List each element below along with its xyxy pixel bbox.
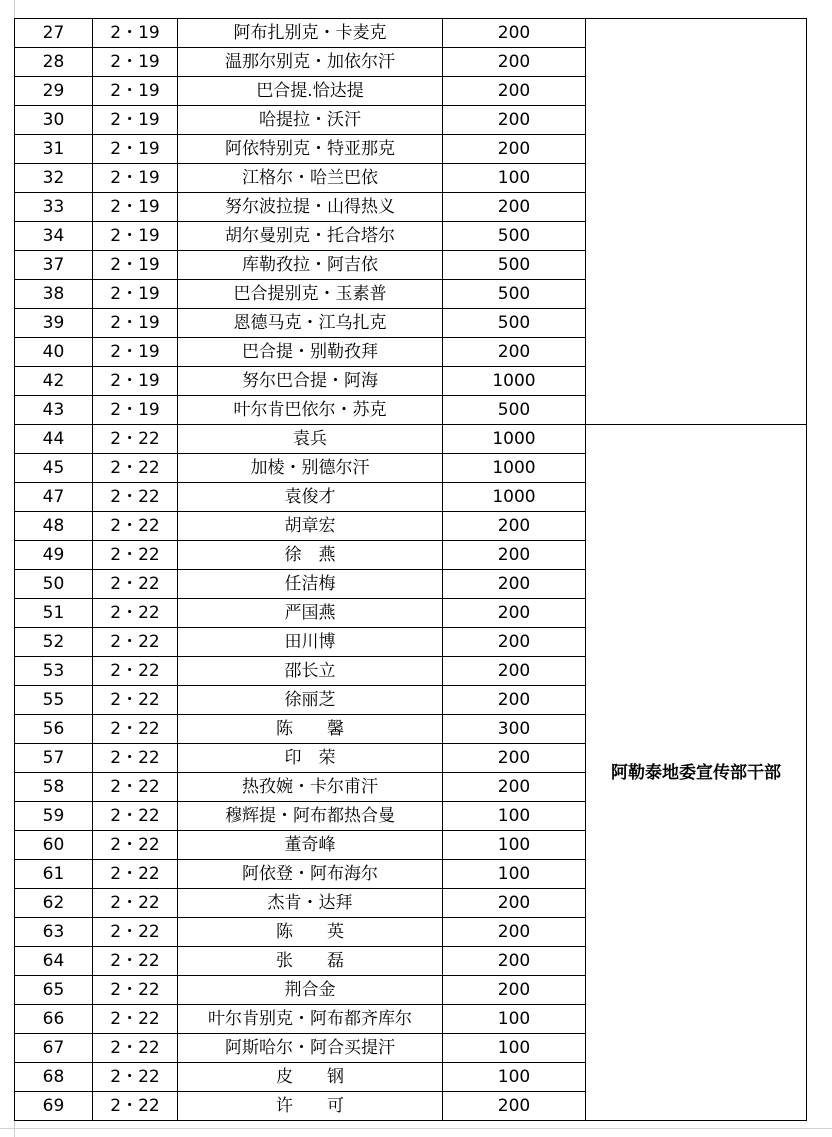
donation-amount: 100 xyxy=(443,1034,586,1063)
organization-cell xyxy=(586,19,807,425)
donor-name: 杰肯・达拜 xyxy=(178,889,443,918)
row-number: 68 xyxy=(15,1063,93,1092)
donation-amount: 200 xyxy=(443,628,586,657)
row-number: 42 xyxy=(15,367,93,396)
row-date: 2・19 xyxy=(93,222,178,251)
donor-name: 邵长立 xyxy=(178,657,443,686)
donation-amount: 200 xyxy=(443,889,586,918)
donation-amount: 200 xyxy=(443,599,586,628)
row-number: 55 xyxy=(15,686,93,715)
row-number: 38 xyxy=(15,280,93,309)
row-date: 2・19 xyxy=(93,48,178,77)
donation-amount: 1000 xyxy=(443,454,586,483)
donor-name: 巴合提.恰达提 xyxy=(178,77,443,106)
row-number: 65 xyxy=(15,976,93,1005)
donor-name: 徐丽芝 xyxy=(178,686,443,715)
row-date: 2・19 xyxy=(93,338,178,367)
row-date: 2・22 xyxy=(93,541,178,570)
donor-name: 阿布扎别克・卡麦克 xyxy=(178,19,443,48)
donor-name: 温那尔别克・加依尔汗 xyxy=(178,48,443,77)
donation-amount: 200 xyxy=(443,1092,586,1121)
table-row xyxy=(15,425,807,454)
donation-amount: 200 xyxy=(443,541,586,570)
donor-name: 穆辉提・阿布都热合曼 xyxy=(178,802,443,831)
row-date: 2・22 xyxy=(93,715,178,744)
donation-amount: 200 xyxy=(443,918,586,947)
row-number: 52 xyxy=(15,628,93,657)
row-date: 2・19 xyxy=(93,77,178,106)
donor-name: 袁兵 xyxy=(178,425,443,454)
row-date: 2・22 xyxy=(93,947,178,976)
row-number: 59 xyxy=(15,802,93,831)
row-number: 69 xyxy=(15,1092,93,1121)
row-date: 2・19 xyxy=(93,106,178,135)
donation-table-body xyxy=(15,19,807,1121)
donor-name: 叶尔肯别克・阿布都齐库尔 xyxy=(178,1005,443,1034)
donor-name: 田川博 xyxy=(178,628,443,657)
row-number: 34 xyxy=(15,222,93,251)
row-date: 2・22 xyxy=(93,976,178,1005)
row-number: 64 xyxy=(15,947,93,976)
row-number: 60 xyxy=(15,831,93,860)
donation-amount: 200 xyxy=(443,193,586,222)
row-number: 44 xyxy=(15,425,93,454)
row-date: 2・22 xyxy=(93,831,178,860)
row-number: 62 xyxy=(15,889,93,918)
row-date: 2・19 xyxy=(93,280,178,309)
row-number: 43 xyxy=(15,396,93,425)
donor-name: 江格尔・哈兰巴依 xyxy=(178,164,443,193)
row-date: 2・22 xyxy=(93,1005,178,1034)
donation-table xyxy=(14,18,807,1121)
row-date: 2・22 xyxy=(93,483,178,512)
row-date: 2・22 xyxy=(93,773,178,802)
donor-name: 徐 燕 xyxy=(178,541,443,570)
row-number: 30 xyxy=(15,106,93,135)
row-date: 2・19 xyxy=(93,19,178,48)
row-number: 37 xyxy=(15,251,93,280)
row-date: 2・22 xyxy=(93,860,178,889)
row-number: 63 xyxy=(15,918,93,947)
donation-amount: 200 xyxy=(443,947,586,976)
row-date: 2・22 xyxy=(93,657,178,686)
donation-amount: 200 xyxy=(443,19,586,48)
row-date: 2・19 xyxy=(93,193,178,222)
donation-amount: 200 xyxy=(443,106,586,135)
donor-name: 陈 英 xyxy=(178,918,443,947)
row-date: 2・19 xyxy=(93,367,178,396)
donation-amount: 200 xyxy=(443,338,586,367)
row-number: 57 xyxy=(15,744,93,773)
donor-name: 阿斯哈尔・阿合买提汗 xyxy=(178,1034,443,1063)
row-date: 2・22 xyxy=(93,628,178,657)
donor-name: 严国燕 xyxy=(178,599,443,628)
row-date: 2・22 xyxy=(93,570,178,599)
row-number: 48 xyxy=(15,512,93,541)
donation-amount: 200 xyxy=(443,657,586,686)
donor-name: 印 荣 xyxy=(178,744,443,773)
donation-amount: 100 xyxy=(443,802,586,831)
donor-name: 袁俊才 xyxy=(178,483,443,512)
donor-name: 荆合金 xyxy=(178,976,443,1005)
row-number: 29 xyxy=(15,77,93,106)
row-number: 40 xyxy=(15,338,93,367)
donor-name: 阿依登・阿布海尔 xyxy=(178,860,443,889)
donation-amount: 200 xyxy=(443,773,586,802)
donor-name: 热孜婉・卡尔甫汗 xyxy=(178,773,443,802)
donation-amount: 500 xyxy=(443,309,586,338)
row-number: 51 xyxy=(15,599,93,628)
donation-amount: 200 xyxy=(443,135,586,164)
row-number: 33 xyxy=(15,193,93,222)
donor-name: 叶尔肯巴依尔・苏克 xyxy=(178,396,443,425)
row-date: 2・19 xyxy=(93,251,178,280)
donation-amount: 200 xyxy=(443,48,586,77)
donation-amount: 200 xyxy=(443,744,586,773)
row-number: 58 xyxy=(15,773,93,802)
donor-name: 许 可 xyxy=(178,1092,443,1121)
donor-name: 阿依特别克・特亚那克 xyxy=(178,135,443,164)
donor-name: 皮 钢 xyxy=(178,1063,443,1092)
donor-name: 努尔巴合提・阿海 xyxy=(178,367,443,396)
row-number: 56 xyxy=(15,715,93,744)
donation-amount: 200 xyxy=(443,570,586,599)
row-date: 2・19 xyxy=(93,396,178,425)
donation-amount: 500 xyxy=(443,251,586,280)
donor-name: 巴合提・别勒孜拜 xyxy=(178,338,443,367)
row-number: 66 xyxy=(15,1005,93,1034)
donor-name: 张 磊 xyxy=(178,947,443,976)
donation-amount: 500 xyxy=(443,222,586,251)
page-margin-guide-horizontal xyxy=(0,1128,832,1129)
row-number: 50 xyxy=(15,570,93,599)
row-date: 2・22 xyxy=(93,599,178,628)
row-number: 67 xyxy=(15,1034,93,1063)
donation-amount: 100 xyxy=(443,860,586,889)
row-date: 2・22 xyxy=(93,889,178,918)
row-date: 2・22 xyxy=(93,454,178,483)
row-number: 32 xyxy=(15,164,93,193)
row-date: 2・19 xyxy=(93,164,178,193)
donation-amount: 300 xyxy=(443,715,586,744)
row-number: 31 xyxy=(15,135,93,164)
table-row xyxy=(15,19,807,48)
row-number: 61 xyxy=(15,860,93,889)
donor-name: 哈提拉・沃汗 xyxy=(178,106,443,135)
row-date: 2・22 xyxy=(93,425,178,454)
row-date: 2・22 xyxy=(93,802,178,831)
donation-amount: 200 xyxy=(443,77,586,106)
row-date: 2・22 xyxy=(93,744,178,773)
row-number: 47 xyxy=(15,483,93,512)
row-number: 45 xyxy=(15,454,93,483)
donation-amount: 200 xyxy=(443,686,586,715)
donor-name: 库勒孜拉・阿吉依 xyxy=(178,251,443,280)
donation-amount: 200 xyxy=(443,512,586,541)
row-date: 2・22 xyxy=(93,1034,178,1063)
donation-amount: 500 xyxy=(443,396,586,425)
donor-name: 恩德马克・江乌扎克 xyxy=(178,309,443,338)
row-number: 49 xyxy=(15,541,93,570)
row-date: 2・19 xyxy=(93,135,178,164)
row-date: 2・22 xyxy=(93,686,178,715)
donor-name: 陈 馨 xyxy=(178,715,443,744)
row-date: 2・22 xyxy=(93,918,178,947)
row-date: 2・22 xyxy=(93,512,178,541)
organization-cell: 阿勒泰地委宣传部干部 xyxy=(586,425,807,1121)
donation-amount: 100 xyxy=(443,831,586,860)
row-date: 2・22 xyxy=(93,1092,178,1121)
row-date: 2・19 xyxy=(93,309,178,338)
donation-amount: 1000 xyxy=(443,425,586,454)
donation-amount: 100 xyxy=(443,1005,586,1034)
row-number: 53 xyxy=(15,657,93,686)
donation-amount: 1000 xyxy=(443,367,586,396)
donor-name: 胡尔曼别克・托合塔尔 xyxy=(178,222,443,251)
donation-amount: 500 xyxy=(443,280,586,309)
donation-amount: 200 xyxy=(443,976,586,1005)
row-number: 28 xyxy=(15,48,93,77)
donor-name: 努尔波拉提・山得热义 xyxy=(178,193,443,222)
row-date: 2・22 xyxy=(93,1063,178,1092)
donor-name: 巴合提别克・玉素普 xyxy=(178,280,443,309)
donor-name: 董奇峰 xyxy=(178,831,443,860)
donation-amount: 100 xyxy=(443,164,586,193)
donor-name: 任洁梅 xyxy=(178,570,443,599)
row-number: 27 xyxy=(15,19,93,48)
donor-name: 胡章宏 xyxy=(178,512,443,541)
donation-amount: 1000 xyxy=(443,483,586,512)
donation-amount: 100 xyxy=(443,1063,586,1092)
row-number: 39 xyxy=(15,309,93,338)
donor-name: 加棱・别德尔汗 xyxy=(178,454,443,483)
